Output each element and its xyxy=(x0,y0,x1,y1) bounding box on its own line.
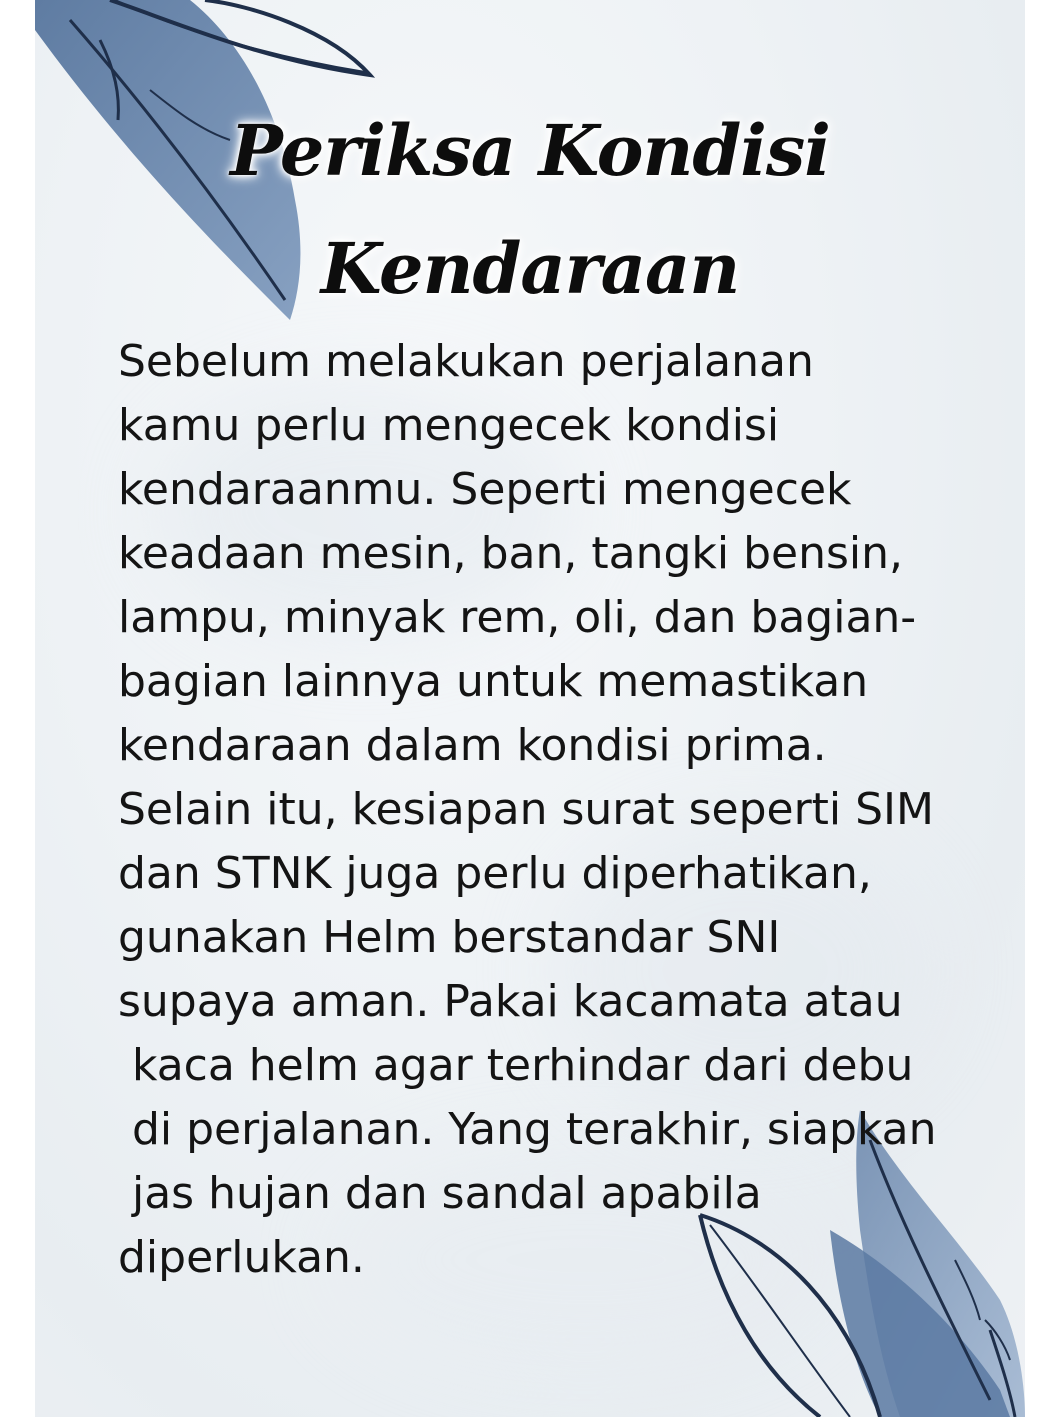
body-line: jas hujan dan sandal apabila xyxy=(118,1168,762,1219)
body-line: Selain itu, kesiapan surat seperti SIM xyxy=(118,784,934,835)
page-title xyxy=(35,92,1025,328)
body-line: dan STNK juga perlu diperhatikan, xyxy=(118,848,872,899)
body-line: kendaraanmu. Seperti mengecek xyxy=(118,464,852,515)
body-line: kaca helm agar terhindar dari debu xyxy=(118,1040,914,1091)
body-line: Sebelum melakukan perjalanan xyxy=(118,336,814,387)
body-line: kamu perlu mengecek kondisi xyxy=(118,400,780,451)
title-line-2: Kendaraan xyxy=(320,227,740,310)
body-line: gunakan Helm berstandar SNI xyxy=(118,912,781,963)
body-line: kendaraan dalam kondisi prima. xyxy=(118,720,827,771)
title-line-1: Periksa Kondisi xyxy=(230,109,830,192)
body-line: diperlukan. xyxy=(118,1232,365,1283)
body-line: bagian lainnya untuk memastikan xyxy=(118,656,869,707)
body-line: supaya aman. Pakai kacamata atau xyxy=(118,976,903,1027)
body-line: keadaan mesin, ban, tangki bensin, xyxy=(118,528,903,579)
body-line: di perjalanan. Yang terakhir, siapkan xyxy=(118,1104,937,1155)
body-line: lampu, minyak rem, oli, dan bagian- xyxy=(118,592,917,643)
body-paragraph xyxy=(118,330,978,1290)
